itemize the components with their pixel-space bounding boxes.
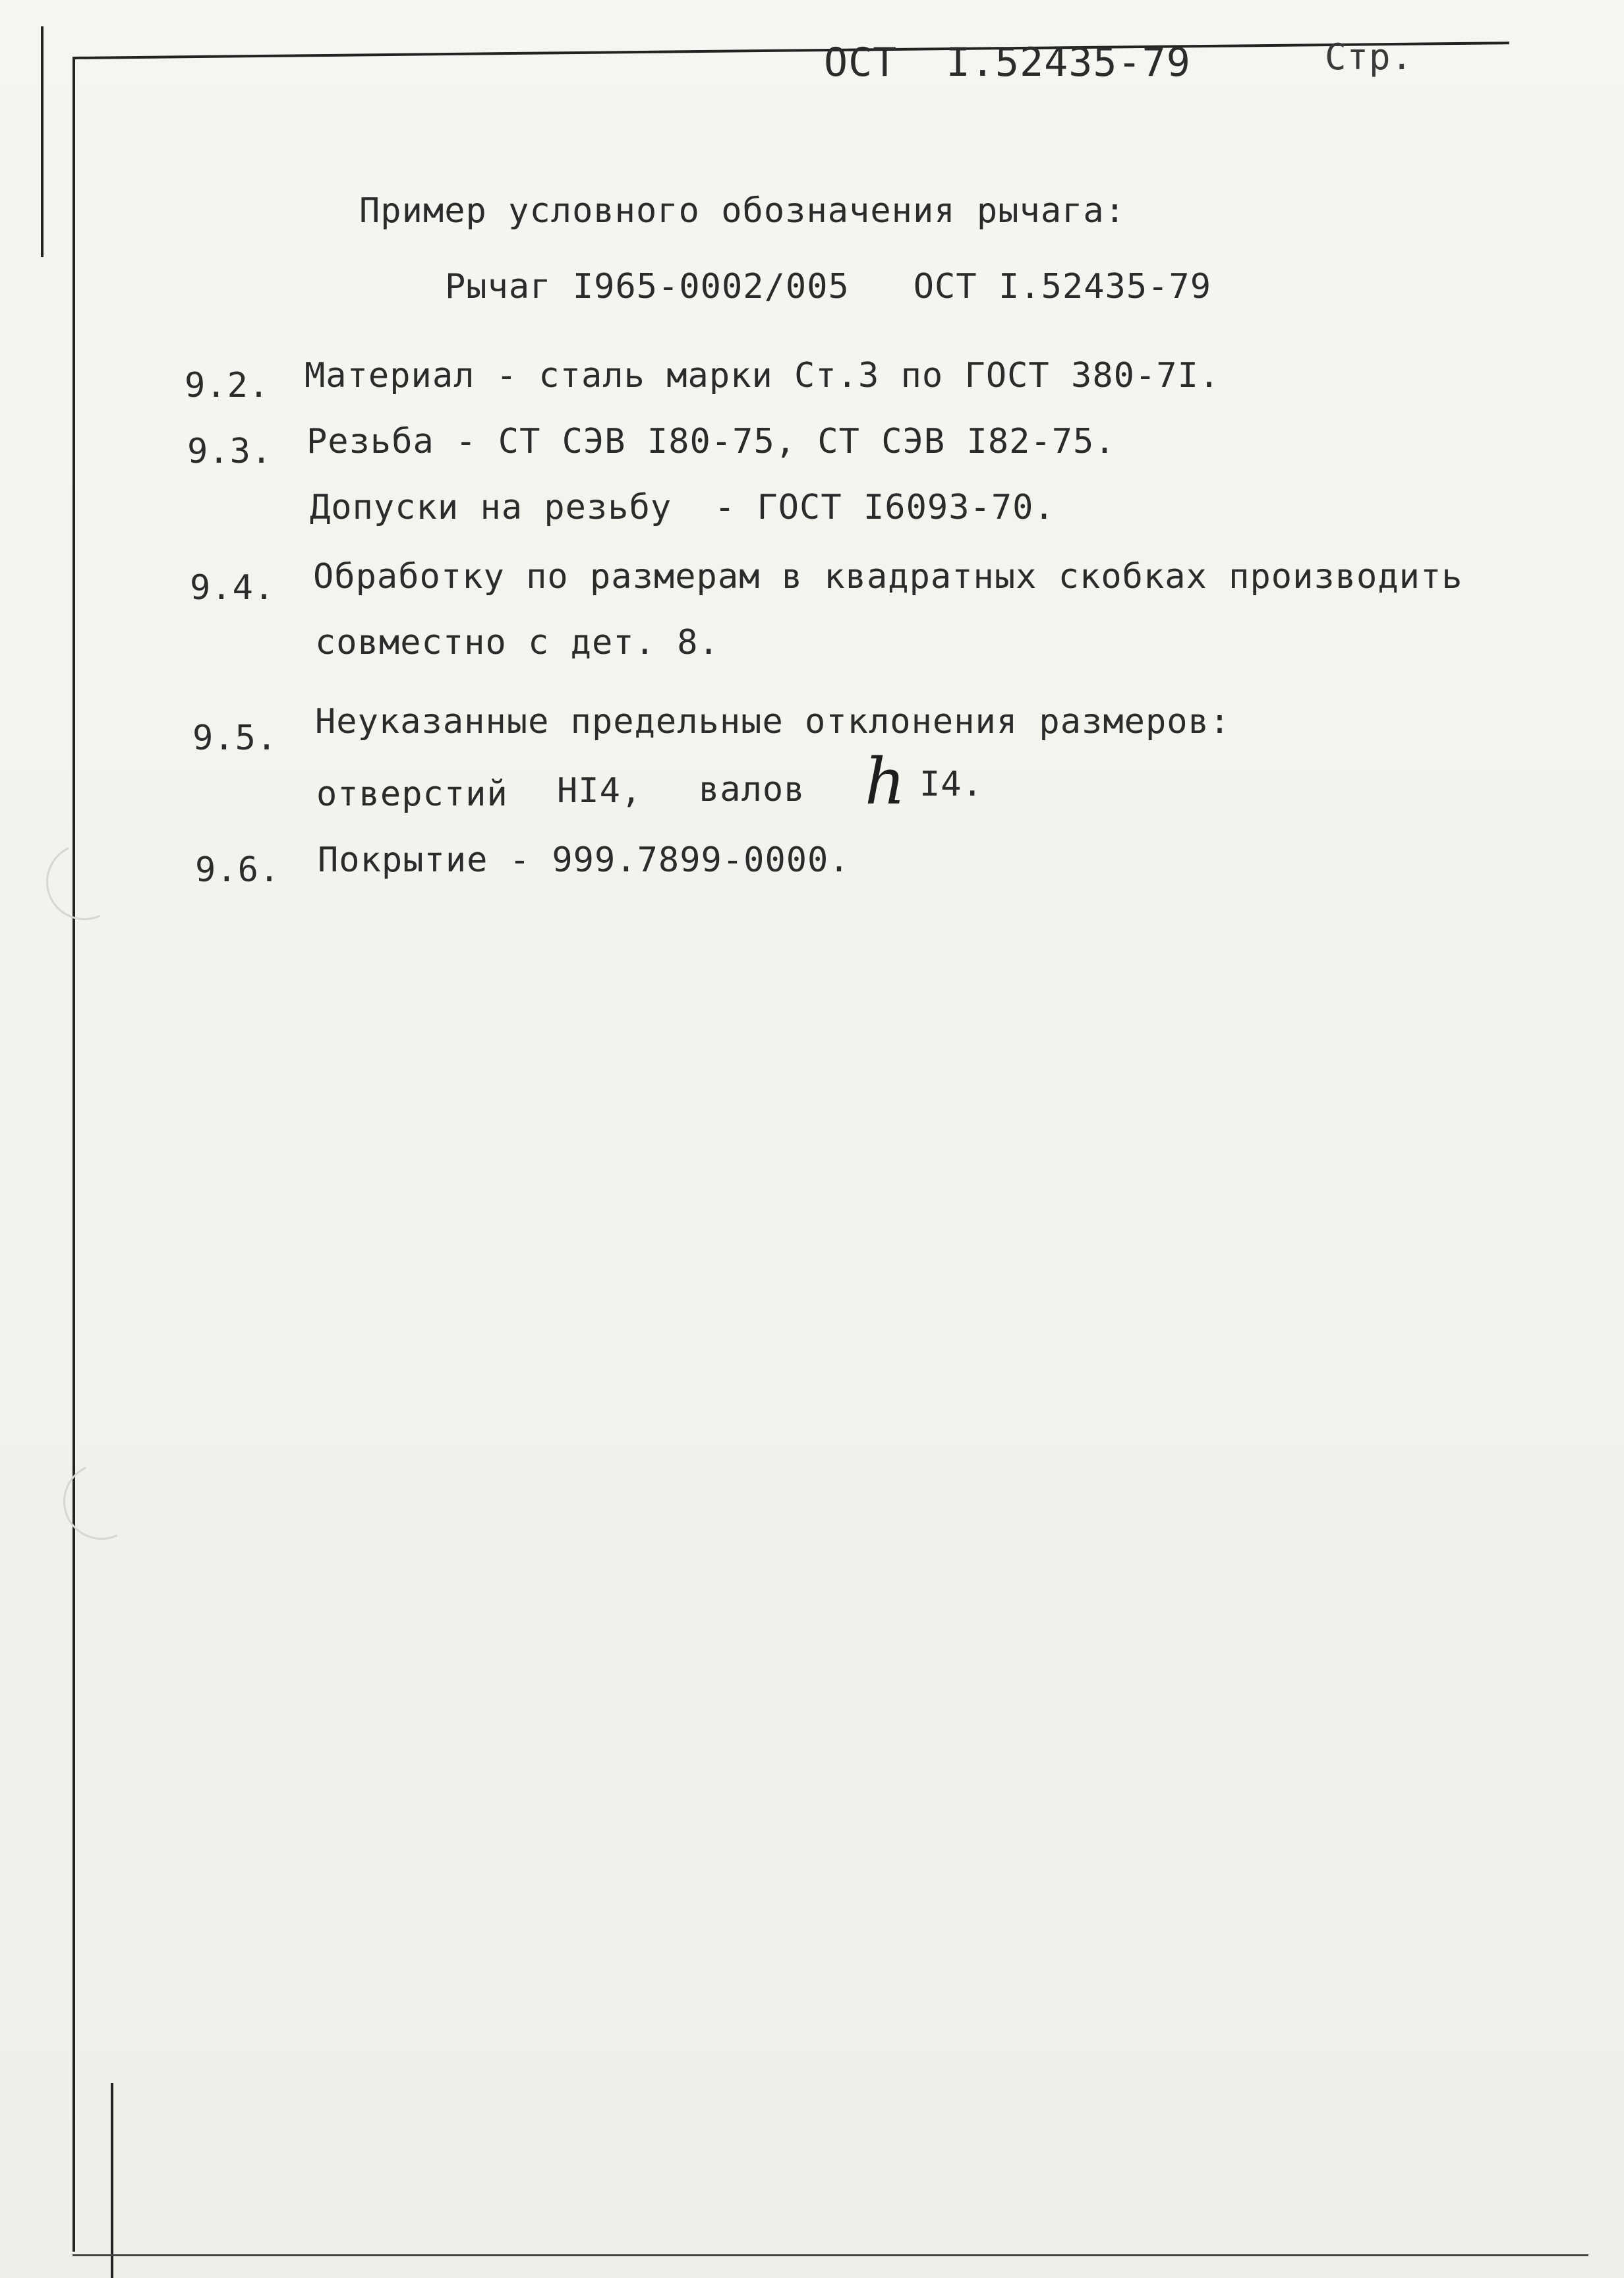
item-number: 9.6. [195,850,281,890]
item-text: совместно с дет. 8. [315,623,720,662]
item-number: 9.3. [187,432,273,471]
frame-left-line [72,57,75,2252]
item-text: Обработку по размерам в квадратных скобках производить [313,557,1463,597]
item-text: Материал - сталь марки Ст.3 по ГОСТ 380-7I. [304,356,1221,395]
standard-code: ОСТ I.52435-79 [824,40,1191,86]
item-text: Резьба - СТ СЭВ I80-75, СТ СЭВ I82-75. [306,422,1116,461]
item-text: Покрытие - 999.7899-0000. [318,840,850,880]
example-designation: Рычаг I965-0002/005 ОСТ I.52435-79 [445,267,1212,307]
holes-tolerance: HI4, [557,771,643,811]
page-label: Стр. [1325,36,1414,78]
holes-label: отверстий [316,774,508,814]
item-text: Неуказанные предельные отклонения размеров: [315,702,1231,742]
example-title: Пример условного обозначения рычага: [359,191,1126,231]
shafts-tolerance-letter: h [865,745,906,819]
item-number: 9.4. [190,568,276,608]
shafts-label: валов [699,770,805,809]
shafts-tolerance: I4. [919,765,983,804]
item-number: 9.2. [185,366,270,405]
binding-line-bottom [111,2083,113,2278]
item-number: 9.5. [192,718,278,758]
item-text: Допуски на резьбу - ГОСТ I6093-70. [310,488,1055,527]
binding-line-top [41,26,44,257]
frame-bottom-line [72,2254,1588,2256]
